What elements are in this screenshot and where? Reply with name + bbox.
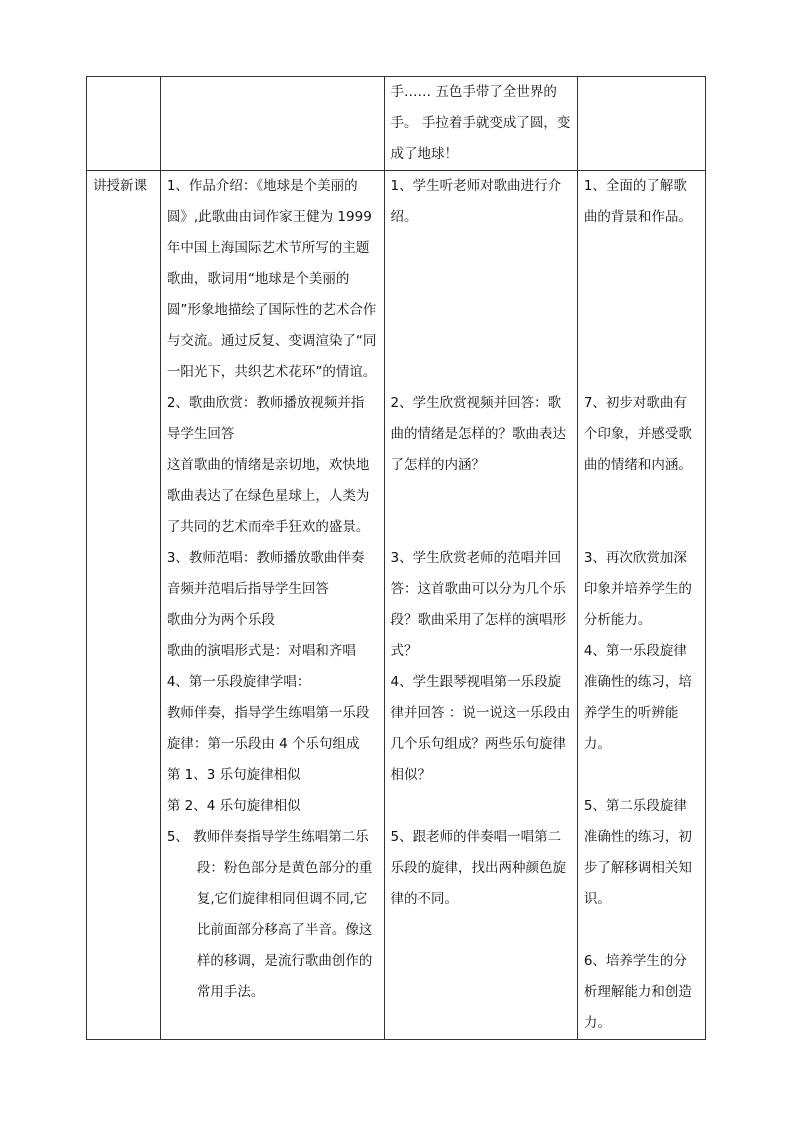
intent-3: 3、再次欣赏加深印象并培养学生的分析能力。 (583, 550, 692, 628)
cell-student-activity (384, 171, 577, 1040)
teacher-step-5: 5、 教师伴奏指导学生练唱第二乐段：粉色部分是黄色部分的重复,它们旋律相同但调不同,它比前面部分移高了半音。像这样的移调，是流行歌曲创作的常用手法。 (166, 829, 373, 1000)
cell-teacher-activity (160, 77, 384, 171)
teacher-step-1: 1、作品介绍：《地球是个美丽的圆》,此歌曲由词作家王健为 1999 年中国上海国际艺术节所写的主题歌曲，歌词用“地球是个美丽的圆”形象地描绘了国际性的艺术合作与交流。通过反复、变调渲染了“同一阳光下，共织艺术花环”的情谊。 (166, 178, 377, 380)
student-step-3: 3、学生欣赏老师的范唱并回答：这首歌曲可以分为几个乐段？歌曲采用了怎样的演唱形式？ (390, 550, 567, 659)
cell-design-intent (577, 77, 705, 171)
teacher-step-4-phrase-b: 第 2、4 乐句旋律相似 (166, 798, 301, 814)
intent-2: 7、初步对歌曲有个印象，并感受歌曲的情绪和内涵。 (583, 395, 692, 473)
student-step-2: 2、学生欣赏视频并回答：歌曲的情绪是怎样的？歌曲表达了怎样的内涵？ (390, 395, 567, 473)
teacher-step-2: 2、歌曲欣赏：教师播放视频并指导学生回答 (166, 395, 365, 442)
intent-4: 4、第一乐段旋律准确性的练习，培养学生的听辨能力。 (583, 643, 692, 752)
teacher-step-2-answer: 这首歌曲的情绪是亲切地，欢快地歌曲表达了在绿色星球上，人类为了共同的艺术而牵手狂欢的盛景。 (166, 457, 370, 535)
table-row (87, 77, 706, 171)
teacher-step-4: 4、第一乐段旋律学唱： (166, 674, 311, 690)
cell-stage (87, 77, 161, 171)
table-row (87, 171, 706, 1040)
intent-1: 1、全面的了解歌曲的背景和作品。 (583, 178, 692, 225)
cell-student-activity (384, 77, 577, 171)
student-step-1: 1、学生听老师对歌曲进行介绍。 (390, 178, 562, 225)
teacher-step-3: 3、教师范唱：教师播放歌曲伴奏音频并范唱后指导学生回答 (166, 550, 365, 597)
cell-teacher-activity (160, 171, 384, 1040)
stage-label: 讲授新课 (93, 178, 147, 194)
cell-stage (87, 171, 161, 1040)
teacher-step-3-answer-b: 歌曲的演唱形式是：对唱和齐唱 (166, 643, 356, 659)
teacher-step-4-phrase-a: 第 1、3 乐句旋律相似 (166, 767, 301, 783)
student-step-5: 5、跟老师的伴奏唱一唱第二乐段的旋律，找出两种颜色旋律的不同。 (390, 829, 567, 907)
lesson-plan-table (86, 76, 706, 1040)
teacher-step-3-answer-a: 歌曲分为两个乐段 (166, 612, 275, 628)
student-step-4: 4、学生跟琴视唱第一乐段旋律并回答 ：说一说这一乐段由几个乐句组成？两些乐句旋律相似？ (390, 674, 571, 783)
intent-5: 5、第二乐段旋律准确性的练习，初步了解移调相关知识。 (583, 798, 692, 907)
teacher-step-4-detail: 教师伴奏，指导学生练唱第一乐段旋律：第一乐段由 4 个乐句组成 (166, 705, 370, 752)
cell-design-intent (577, 171, 705, 1040)
intent-6: 6、培养学生的分析理解能力和创造力。 (583, 953, 692, 1031)
continued-lyrics: 手…… 五色手带了全世界的手。 手拉着手就变成了圆，变成了地球！ (390, 84, 571, 162)
